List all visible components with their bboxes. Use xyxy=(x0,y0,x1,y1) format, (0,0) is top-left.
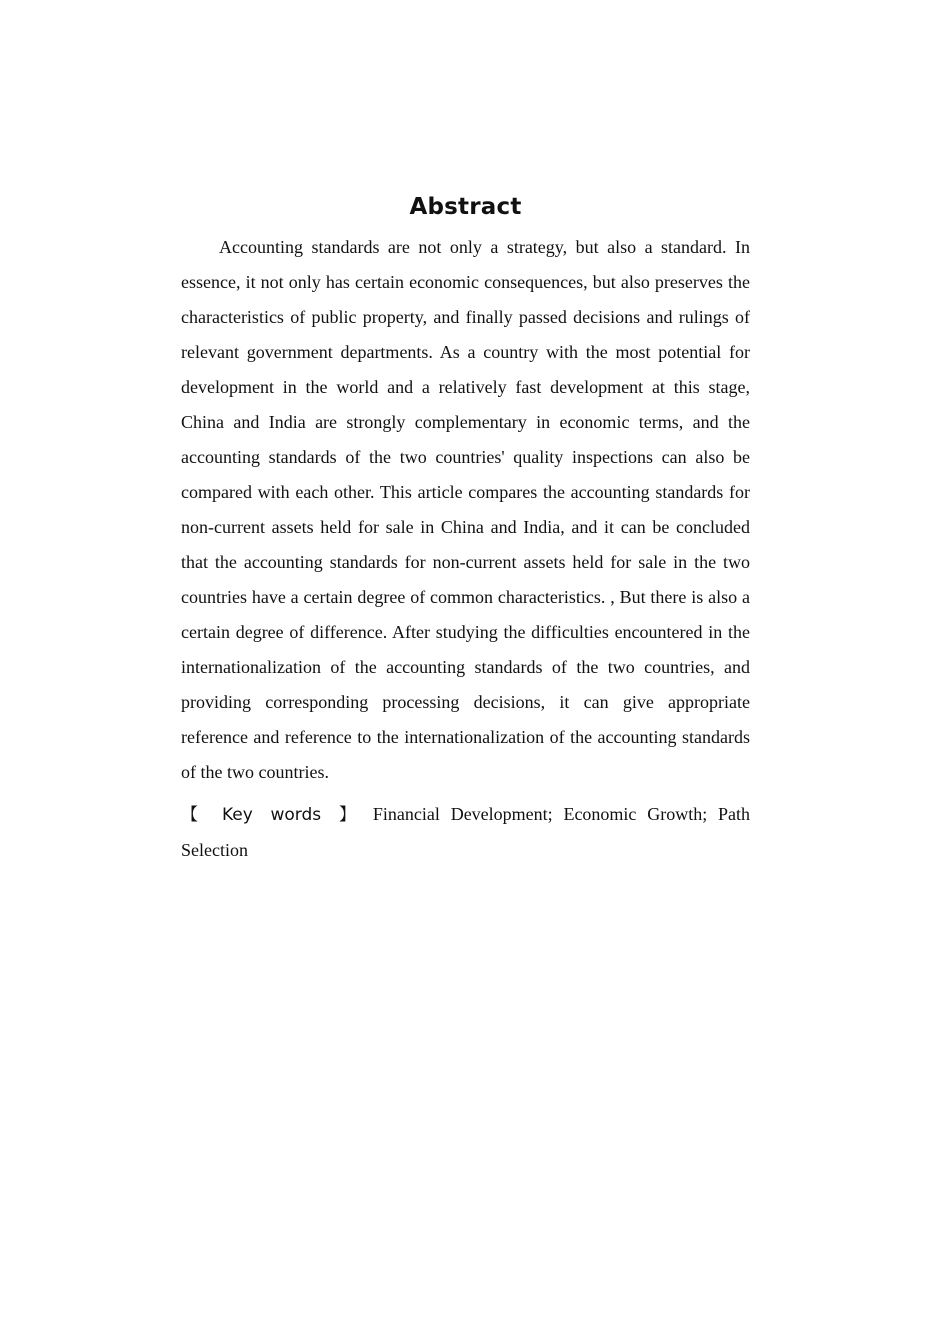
keywords-label: 【 Key words 】 xyxy=(181,805,363,825)
keywords-line xyxy=(181,797,750,868)
abstract-section xyxy=(181,190,750,868)
abstract-title: Abstract xyxy=(409,194,522,220)
keywords-text: Financial Development; Economic Growth; Path Selection xyxy=(181,804,750,860)
abstract-paragraph: Accounting standards are not only a strategy, but also a standard. In essence, it not only has certain economic consequences, but also preserves the characteristics of public property, and finally passed decisions and rulings of relevant government departments. As a country with the most potential for development in the world and a relatively fast development at this stage, China and India are strongly complementary in economic terms, and the accounting standards of the two countries' quality inspections can also be compared with each other. This article compares the accounting standards for non-current assets held for sale in China and India, and it can be concluded that the accounting standards for non-current assets held for sale in the two countries have a certain degree of common characteristics. , But there is also a certain degree of difference. After studying the difficulties encountered in the internationalization of the accounting standards of the two countries, and providing corresponding processing decisions, it can give appropriate reference and reference to the internationalization of the accounting standards of the two countries. xyxy=(181,237,750,782)
